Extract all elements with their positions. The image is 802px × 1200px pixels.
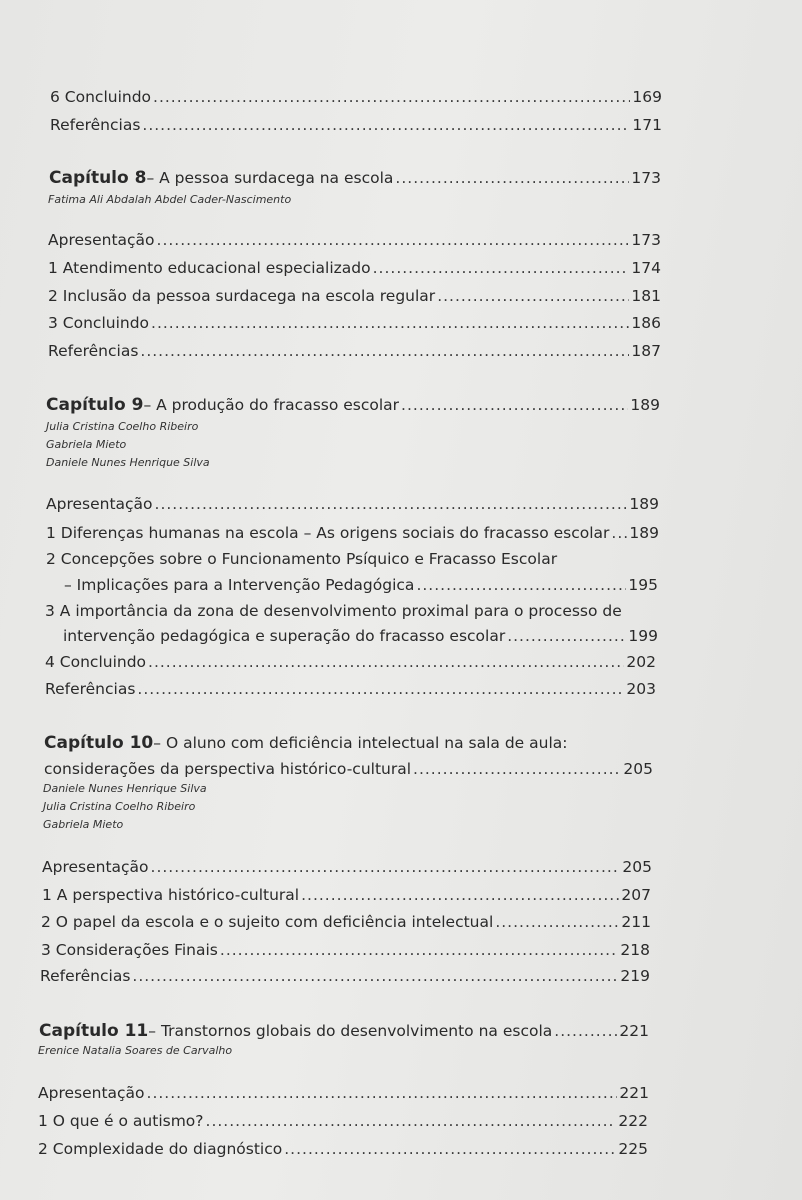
toc-entry-page: 199 [628,627,658,645]
chapter-heading [39,1021,649,1041]
toc-entry-text: Apresentação [48,231,155,249]
toc-entry [48,314,661,332]
leader-dots [142,116,630,134]
toc-entry-page: 189 [629,495,659,513]
toc-entry [42,858,652,876]
toc-entry-page: 171 [632,116,662,134]
chapter-author: Erenice Natalia Soares de Carvalho [38,1044,233,1057]
chapter-heading [44,733,568,753]
toc-entry [42,886,651,904]
chapter-author: Fatima Ali Abdalah Abdel Cader-Nascimento [48,193,292,206]
toc-entry [48,287,661,305]
toc-entry-continuation [64,576,658,594]
toc-entry-text: Referências [50,116,141,134]
toc-entry-page: 221 [619,1084,649,1102]
toc-entry-page: 207 [621,886,651,904]
toc-entry-page: 225 [618,1140,648,1158]
chapter-label: Capítulo 9 [46,395,144,415]
chapter-page: 189 [630,396,660,414]
toc-entry [45,602,622,620]
leader-dots [132,967,618,985]
leader-dots [301,886,619,904]
leader-dots [155,495,628,513]
leader-dots [140,342,629,360]
toc-entry-text: 6 Concluindo [50,88,152,106]
toc-entry [38,1140,648,1158]
chapter-title: – A pessoa surdacega na escola [146,169,394,187]
toc-entry [38,1112,648,1130]
chapter-page: 173 [631,169,661,187]
leader-dots [413,760,621,778]
toc-entry-text: Apresentação [38,1084,145,1102]
leader-dots [151,858,621,876]
chapter-author: Julia Cristina Coelho Ribeiro [43,800,196,813]
toc-entry [45,680,656,698]
toc-entry-text: 1 A perspectiva histórico-cultural [42,886,300,904]
toc-entry [40,967,650,985]
toc-entry-text: Referências [48,342,139,360]
leader-dots [157,231,630,249]
toc-entry-page: 202 [626,653,656,671]
leader-dots [220,941,619,959]
chapter-label: Capítulo 11 [39,1021,149,1041]
toc-entry [48,231,661,249]
chapter-author: Gabriela Mieto [43,818,124,831]
chapter-author: Julia Cristina Coelho Ribeiro [46,420,199,433]
leader-dots [206,1112,617,1130]
toc-entry-text: Apresentação [46,495,153,513]
chapter-author: Daniele Nunes Henrique Silva [43,782,207,795]
toc-entry-text: 1 Atendimento educacional especializado [48,259,371,277]
leader-dots [437,287,629,305]
toc-entry-text: Apresentação [42,858,149,876]
toc-entry-text: intervenção pedagógica e superação do fracasso escolar [63,627,506,645]
toc-entry-text: 2 Complexidade do diagnóstico [38,1140,283,1158]
toc-entry-page: 174 [631,259,661,277]
chapter-title: – Transtornos globais do desenvolvimento na escola [148,1022,553,1040]
leader-dots [153,88,630,106]
toc-entry-page: 195 [628,576,658,594]
leader-dots [416,576,626,594]
toc-entry-text: Referências [40,967,131,985]
toc-entry [45,653,656,671]
chapter-heading [46,395,660,415]
toc-entry-page: 187 [631,342,661,360]
leader-dots [147,1084,618,1102]
toc-entry-text: 2 O papel da escola e o sujeito com deficiência intelectual [41,913,494,931]
toc-entry-text: 4 Concluindo [45,653,147,671]
toc-entry-text: 1 O que é o autismo? [38,1112,204,1130]
toc-entry [50,88,662,106]
toc-entry-page: 218 [620,941,650,959]
leader-dots [284,1140,616,1158]
chapter-title: – A produção do fracasso escolar [143,396,400,414]
leader-dots [137,680,624,698]
chapter-author: Gabriela Mieto [46,438,127,451]
leader-dots [401,396,628,414]
toc-entry-text: 2 Inclusão da pessoa surdacega na escola regular [48,287,436,305]
toc-entry [50,116,662,134]
toc-entry-continuation [63,627,658,645]
toc-entry-page: 181 [631,287,661,305]
toc-entry [48,259,661,277]
leader-dots [395,169,629,187]
leader-dots [151,314,629,332]
toc-entry-text: 1 Diferenças humanas na escola – As origens sociais do fracasso escolar [46,524,610,542]
toc-entry-text: 2 Concepções sobre o Funcionamento Psíquico e Fracasso Escolar [46,550,558,568]
chapter-title: considerações da perspectiva histórico-cultural [44,760,412,778]
leader-dots [507,627,626,645]
leader-dots [611,524,627,542]
toc-entry [46,495,659,513]
toc-entry [41,941,650,959]
leader-dots [554,1022,617,1040]
leader-dots [148,653,624,671]
toc-entry [46,524,659,542]
toc-entry [46,550,557,568]
toc-entry-page: 211 [621,913,651,931]
chapter-label: Capítulo 8 [49,168,147,188]
chapter-page: 205 [623,760,653,778]
leader-dots [495,913,619,931]
chapter-title: – O aluno com deficiência intelectual na sala de aula: [153,734,568,752]
toc-entry [48,342,661,360]
toc-entry-text: 3 Considerações Finais [41,941,218,959]
toc-entry-page: 205 [622,858,652,876]
toc-entry-text: – Implicações para a Intervenção Pedagógica [64,576,415,594]
toc-entry-text: 3 Concluindo [48,314,150,332]
chapter-label: Capítulo 10 [44,733,154,753]
leader-dots [373,259,630,277]
toc-entry-text: 3 A importância da zona de desenvolvimento proximal para o processo de [45,602,622,620]
toc-entry-page: 189 [629,524,659,542]
chapter-page: 221 [619,1022,649,1040]
toc-entry-page: 186 [631,314,661,332]
toc-entry-page: 219 [620,967,650,985]
toc-entry-page: 169 [632,88,662,106]
toc-entry [38,1084,649,1102]
chapter-heading-continuation [44,760,653,778]
chapter-heading [49,168,661,188]
toc-entry [41,913,651,931]
toc-entry-page: 222 [618,1112,648,1130]
toc-entry-page: 173 [631,231,661,249]
toc-entry-page: 203 [626,680,656,698]
toc-entry-text: Referências [45,680,136,698]
chapter-author: Daniele Nunes Henrique Silva [46,456,210,469]
